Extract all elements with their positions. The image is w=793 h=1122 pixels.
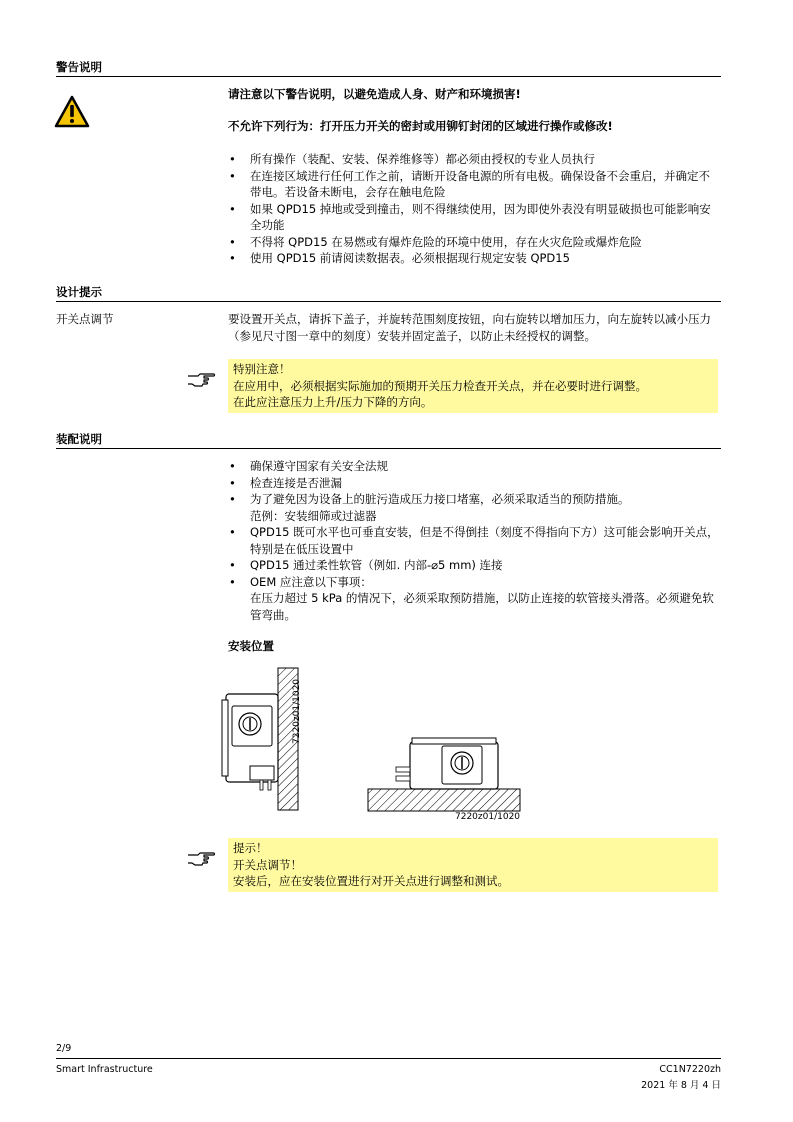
list-item: • QPD15 既可水平也可垂直安装，但是不得倒挂（刻度不得指向下方）这可能会影响开关点，特别是在低压设置中 (229, 524, 721, 557)
assembly-list (229, 458, 721, 623)
section-divider (56, 448, 721, 449)
note-line: 安装后，应在安装位置进行对开关点进行调整和测试。 (233, 874, 509, 888)
section-title-warnings: 警告说明 (56, 60, 102, 74)
section-divider (56, 301, 721, 302)
design-note (228, 359, 718, 413)
list-item: • 在连接区域进行任何工作之前，请断开设备电源的所有电极。确保设备不会重启，并确定不带电。若设备未断电，会存在触电危险 (229, 168, 721, 201)
list-item-sub: 范例：安装细筛或过滤器 (250, 508, 377, 523)
list-item: • 确保遵守国家有关安全法规 (229, 458, 721, 475)
pointing-hand-icon (186, 851, 216, 867)
section-title-assembly: 装配说明 (56, 432, 102, 446)
list-item: • 检查连接是否泄漏 (229, 475, 721, 492)
footer-divider (56, 1058, 721, 1059)
note-title: 特别注意！ (233, 362, 291, 376)
note-line: 在应用中，必须根据实际施加的预期开关压力检查开关点，并在必要时进行调整。 (233, 378, 647, 393)
design-label: 开关点调节 (56, 312, 114, 326)
figure-label-vertical: 7220z01/1020 (292, 678, 302, 744)
warning-list (229, 151, 721, 267)
section-divider (56, 76, 721, 77)
assembly-note (228, 838, 718, 892)
list-item: • OEM 应注意以下事项： 在压力超过 5 kPa 的情况下，必须采取预防措施，以防止连接的软管接头滑落。必须避免软管弯曲。 (229, 574, 721, 624)
horizontal-mount-diagram (366, 736, 522, 814)
figure-label-horizontal: 7220z01/1020 (455, 812, 521, 822)
warning-triangle-icon (54, 95, 90, 129)
design-body: 要设置开关点，请拆下盖子，并旋转范围刻度按钮，向右旋转以增加压力，向左旋转以减小压力（参见尺寸图一章中的刻度）安装并固定盖子，以防止未经授权的调整。 (228, 312, 711, 343)
note-line: 在此应注意压力上升/压力下降的方向。 (233, 395, 433, 409)
company-name: Smart Infrastructure (56, 1064, 153, 1075)
list-item: • QPD15 通过柔性软管（例如. 内部-⌀5 mm) 连接 (229, 557, 721, 574)
vertical-mount-diagram (220, 666, 320, 816)
pointing-hand-icon (186, 372, 216, 388)
list-item: • 为了避免因为设备上的脏污造成压力接口堵塞，必须采取适当的预防措施。 范例：安装细筛或过滤器 (229, 491, 721, 524)
document-id: CC1N7220zh (659, 1064, 721, 1075)
page-number: 2/9 (56, 1043, 72, 1054)
mount-title: 安装位置 (228, 639, 274, 653)
list-item-sub: 在压力超过 5 kPa 的情况下，必须采取预防措施，以防止连接的软管接头滑落。必须避免软管弯曲。 (250, 591, 714, 622)
list-item: • 使用 QPD15 前请阅读数据表。必须根据现行规定安装 QPD15 (229, 250, 721, 267)
list-item: • 如果 QPD15 掉地或受到撞击，则不得继续使用，因为即使外表没有明显破损也可能影响安全功能 (229, 201, 721, 234)
list-item: • 所有操作（装配、安装、保养维修等）都必须由授权的专业人员执行 (229, 151, 721, 168)
warning-forbidden: 不允许下列行为：打开压力开关的密封或用铆钉封闭的区域进行操作或修改! (228, 119, 613, 133)
note-title: 提示！ (233, 841, 268, 855)
document-date: 2021 年 8 月 4 日 (641, 1080, 721, 1091)
list-item: • 不得将 QPD15 在易燃或有爆炸危险的环境中使用，存在火灾危险或爆炸危险 (229, 234, 721, 251)
note-line: 开关点调节！ (233, 857, 302, 872)
section-title-design: 设计提示 (56, 285, 102, 299)
warning-intro: 请注意以下警告说明，以避免造成人身、财产和环境损害! (228, 87, 521, 101)
